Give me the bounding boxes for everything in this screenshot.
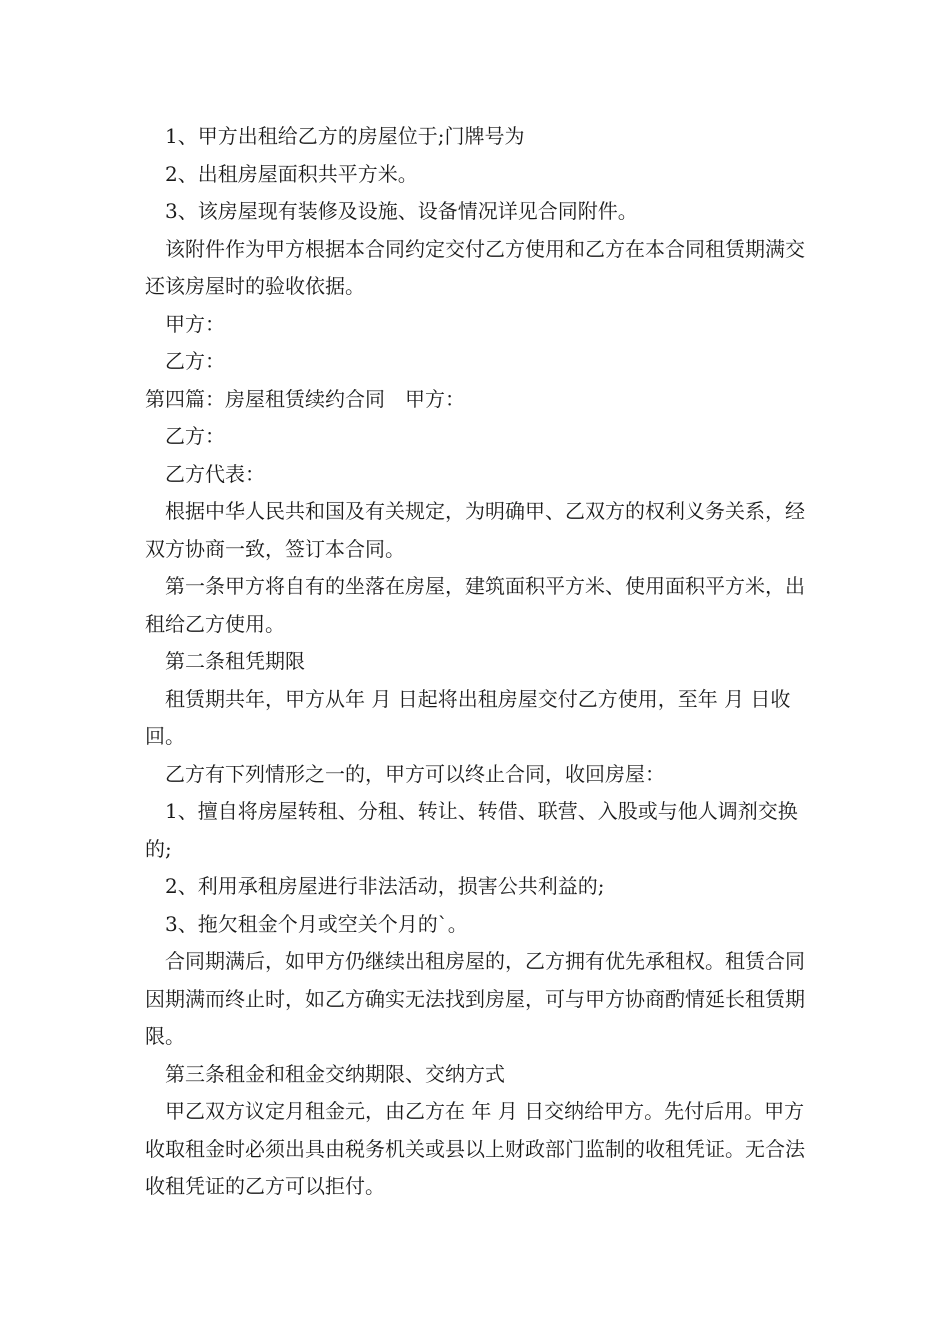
article-two-heading: 第二条租凭期限 <box>165 649 305 673</box>
termination-item-1: 1、擅自将房屋转租、分租、转让、转借、联营、入股或与他人调剂交换的; <box>145 799 798 861</box>
article-three-heading: 第三条租金和租金交纳期限、交纳方式 <box>165 1061 505 1086</box>
attachment-note: 该附件作为甲方根据本合同约定交付乙方使用和乙方在本合同租赁期满交还该房屋时的验收依据。 <box>145 236 805 298</box>
clause-1-location: 1、甲方出租给乙方的房屋位于;门牌号为 <box>165 124 525 148</box>
termination-item-3: 3、拖欠租金个月或空关个月的`。 <box>165 911 468 936</box>
party-a-label: 甲方： <box>165 311 225 336</box>
clause-3-facilities: 3、该房屋现有装修及设施、设备情况详见合同附件。 <box>165 199 638 223</box>
lease-term-paragraph: 租赁期共年，甲方从年 月 日起将出租房屋交付乙方使用，至年 月 日收回。 <box>145 686 791 748</box>
party-b-representative-label: 乙方代表： <box>165 461 265 486</box>
termination-item-2: 2、利用承租房屋进行非法活动，损害公共利益的; <box>165 874 605 898</box>
rent-payment-paragraph: 甲乙双方议定月租金元，由乙方在 年 月 日交纳给甲方。先付后用。甲方收取租金时必须出具由税务机关或县以上财政部门监制的收租凭证。无合法收租凭证的乙方可以拒付。 <box>145 1099 805 1198</box>
preamble-paragraph: 根据中华人民共和国及有关规定，为明确甲、乙双方的权利义务关系，经双方协商一致，签订本合同。 <box>145 499 805 561</box>
clause-2-area: 2、出租房屋面积共平方米。 <box>165 161 418 186</box>
termination-conditions-intro: 乙方有下列情形之一的，甲方可以终止合同，收回房屋： <box>165 761 665 786</box>
document-body <box>145 118 815 1206</box>
section-four-heading: 第四篇：房屋租赁续约合同 甲方： <box>145 386 465 411</box>
party-b-label: 乙方： <box>165 349 225 373</box>
article-one: 第一条甲方将自有的坐落在房屋，建筑面积平方米、使用面积平方米，出租给乙方使用。 <box>145 574 805 636</box>
party-b-label-2: 乙方： <box>165 424 225 448</box>
renewal-priority-paragraph: 合同期满后，如甲方仍继续出租房屋的，乙方拥有优先承租权。租赁合同因期满而终止时，如乙方确实无法找到房屋，可与甲方协商酌情延长租赁期限。 <box>145 949 805 1048</box>
